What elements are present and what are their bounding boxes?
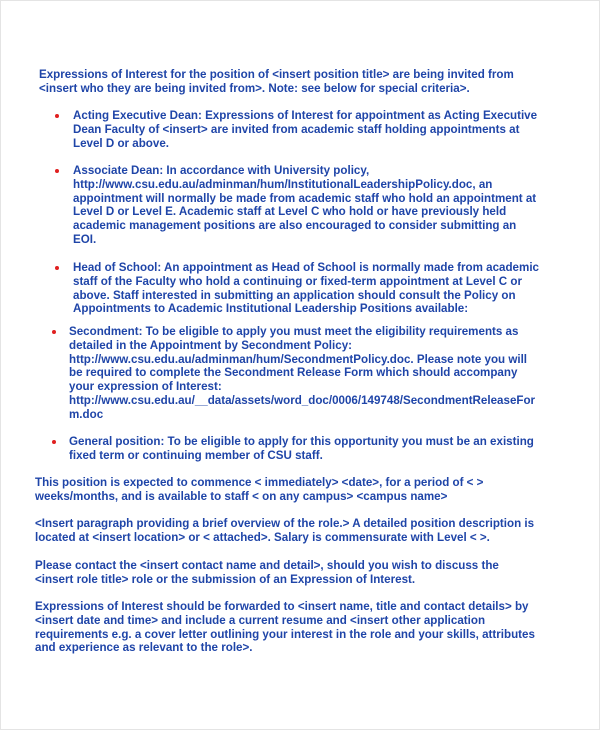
text-line: and experience as relevant to the role>.: [35, 641, 253, 655]
text-line: http://www.csu.edu.au/adminman/hum/InstitutionalLeadershipPolicy.doc, an: [73, 177, 493, 191]
text-line: Acting Executive Dean: Expressions of Interest for appointment as Acting Executive: [73, 109, 538, 122]
bullet-icon: [52, 330, 56, 334]
bullet-associate-dean: [73, 164, 536, 247]
text-line: Associate Dean: In accordance with University policy,: [73, 164, 370, 177]
text-line: detailed in the Appointment by Secondment Policy:: [69, 338, 352, 352]
text-line: be required to complete the Secondment Release Form which should accompany: [69, 366, 518, 380]
text-line: <insert date and time> and include a current resume and <insert other application: [35, 613, 486, 627]
bullet-general-position: [69, 435, 534, 463]
text-line: requirements e.g. a cover letter outlining your interest in the role and your skills, attributes: [35, 627, 535, 641]
text-line: academic management positions are also encouraged to consider submitting an: [73, 219, 517, 233]
text-line: Please contact the <insert contact name and detail>, should you wish to discuss the: [35, 559, 499, 572]
text-line: Expressions of Interest for the position of <insert position title> are being invited from: [39, 68, 514, 81]
bullet-icon: [55, 169, 59, 173]
paragraph-submission: [35, 600, 535, 655]
text-line: appointment will normally be made from academic staff who hold an appointment at: [73, 191, 537, 205]
text-line: Dean Faculty of <insert> are invited from academic staff holding appointments at: [73, 122, 520, 136]
bullet-icon: [55, 266, 59, 270]
text-line: http://www.csu.edu.au/adminman/hum/SecondmentPolicy.doc. Please note you will: [69, 352, 528, 366]
text-line: above. Staff interested in submitting an application should consult the Policy on: [73, 288, 516, 302]
paragraph-overview: [35, 517, 534, 545]
text-line: Appointments to Academic Institutional Leadership Positions available:: [73, 302, 469, 316]
bullet-acting-executive-dean: [73, 109, 537, 150]
text-line: http://www.csu.edu.au/__data/assets/word_doc/0006/149748/SecondmentReleaseFor: [69, 393, 536, 407]
text-line: <insert role title> role or the submission of an Expression of Interest.: [35, 572, 416, 586]
text-line: General position: To be eligible to apply for this opportunity you must be an existing: [69, 435, 534, 448]
text-line: Level D or Level E. Academic staff at Level C who hold or have previously held: [73, 205, 507, 219]
text-line: Level D or above.: [73, 136, 170, 150]
bullet-icon: [55, 114, 59, 118]
text-line: staff of the Faculty who hold a continuing or fixed-term appointment at Level C or: [73, 274, 522, 288]
bullet-secondment: [69, 325, 535, 422]
text-line: your expression of Interest:: [69, 380, 222, 394]
text-line: m.doc: [69, 407, 104, 421]
paragraph-commencement: [35, 476, 483, 504]
text-line: EOI.: [73, 232, 97, 246]
text-line: fixed term or continuing member of CSU staff.: [69, 448, 323, 462]
text-line: located at <insert location> or < attached>. Salary is commensurate with Level < >.: [35, 530, 490, 544]
bullet-head-of-school: [73, 261, 539, 316]
text-line: Head of School: An appointment as Head of School is normally made from academic: [73, 261, 539, 274]
text-line: Expressions of Interest should be forwarded to <insert name, title and contact details> by: [35, 600, 529, 613]
text-line: <insert who they are being invited from>. Note: see below for special criteria>.: [39, 81, 470, 95]
intro-paragraph: [39, 68, 514, 96]
text-line: weeks/months, and is available to staff < on any campus> <campus name>: [35, 489, 448, 503]
text-line: This position is expected to commence < immediately> <date>, for a period of < >: [35, 476, 484, 489]
bullet-icon: [52, 440, 56, 444]
text-line: Secondment: To be eligible to apply you must meet the eligibility requirements as: [69, 325, 519, 338]
paragraph-contact: [35, 559, 499, 587]
text-line: <Insert paragraph providing a brief overview of the role.> A detailed position description is: [35, 517, 535, 530]
